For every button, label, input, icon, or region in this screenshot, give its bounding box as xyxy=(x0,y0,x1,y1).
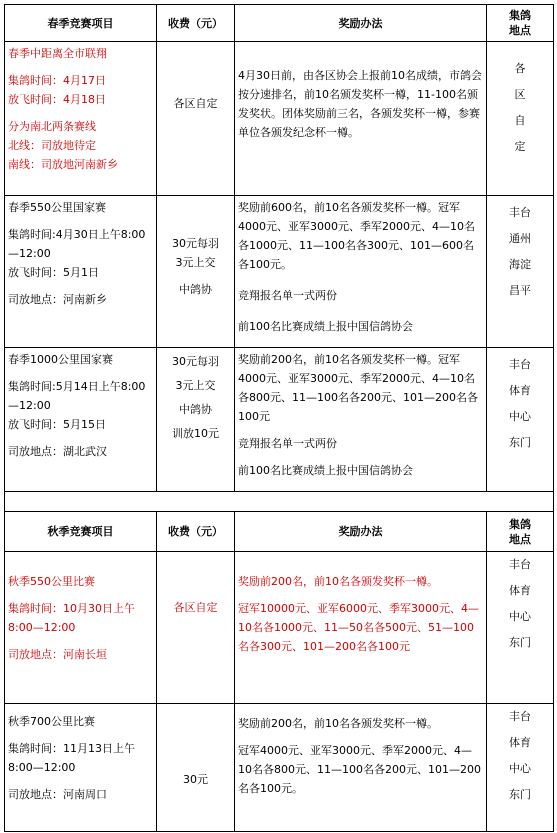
location-line: 东门 xyxy=(509,636,531,649)
fee-line: 训放10元 xyxy=(172,427,219,440)
reward-text: 冠军4000元、亚军3000元、季军2000元、4—10名各800元、11—100名各200元、101—200名各100元。 xyxy=(238,744,481,795)
release-site: 司放地点：湖北武汉 xyxy=(8,445,107,458)
location-line: 丰台 xyxy=(509,358,531,371)
location-cell xyxy=(487,348,554,492)
table-row xyxy=(5,196,554,348)
fee-cell xyxy=(157,704,235,832)
reward-note: 前100名比赛成绩上报中国信鸽协会 xyxy=(238,320,413,333)
collect-time: 集鸽时间:5月14日上午8:00—12:00 xyxy=(8,380,146,412)
location-line: 体育 xyxy=(509,736,531,749)
collect-time: 集鸽时间：10月30日上午8:00—12:00 xyxy=(8,602,135,634)
reward-cell xyxy=(235,196,487,348)
spring-header-row xyxy=(5,5,554,42)
location-line: 丰台 xyxy=(509,558,531,571)
fee-line: 中鸽协 xyxy=(179,403,212,416)
header-location: 集鸽地点 xyxy=(487,512,554,552)
item-title: 秋季700公里比赛 xyxy=(8,715,95,728)
location-line: 定 xyxy=(514,140,526,153)
header-location: 集鸽地点 xyxy=(487,5,554,42)
fee-line: 3元上交 xyxy=(175,256,216,269)
fee-line: 30元每羽 xyxy=(172,355,219,368)
fee-line: 3元上交 xyxy=(175,379,216,392)
reward-cell xyxy=(235,348,487,492)
release-time: 放飞时间：4月18日 xyxy=(8,93,106,106)
south-route: 南线：司放地河南新乡 xyxy=(8,158,118,171)
location-cell xyxy=(487,704,554,832)
release-site: 司放地点：河南新乡 xyxy=(8,293,107,306)
fee-cell xyxy=(157,196,235,348)
fee-text: 各区自定 xyxy=(173,97,218,110)
fee-line: 30元每羽 xyxy=(172,237,219,250)
location-line: 通州 xyxy=(509,232,531,245)
reward-note: 竞翔报名单一式两份 xyxy=(238,289,337,302)
release-time: 放飞时间：5月1日 xyxy=(8,266,99,279)
reward-text: 奖励前200名，前10名各颁发奖杯一樽。 xyxy=(238,717,438,730)
item-cell xyxy=(5,42,157,196)
item-title: 春季550公里国家赛 xyxy=(8,201,106,214)
table-row xyxy=(5,552,554,704)
table-row xyxy=(5,704,554,832)
location-cell xyxy=(487,196,554,348)
item-cell xyxy=(5,196,157,348)
fee-cell xyxy=(157,42,235,196)
collect-time: 集鸽时间:4月30日上午8:00—12:00 xyxy=(8,228,146,260)
header-fee: 收费（元） xyxy=(157,5,235,42)
fee-cell xyxy=(157,348,235,492)
location-line: 海淀 xyxy=(509,258,531,271)
reward-cell xyxy=(235,42,487,196)
location-line: 各 xyxy=(514,62,526,75)
location-line: 丰台 xyxy=(509,710,531,723)
location-cell xyxy=(487,42,554,196)
route-split: 分为南北两条赛线 xyxy=(8,120,96,133)
reward-cell xyxy=(235,704,487,832)
location-line: 丰台 xyxy=(509,206,531,219)
item-cell xyxy=(5,704,157,832)
release-site: 司放地点：河南周口 xyxy=(8,788,107,801)
reward-text: 4月30日前，由各区协会上报前10名成绩，市鸽会按分速排名，前10名颁发奖杯一樽，11-100名颁发奖状。团体奖励前三名，各颁发奖杯一樽，参赛单位各颁发纪念杯一樽。 xyxy=(238,69,482,139)
north-route: 北线：司放地待定 xyxy=(8,139,96,152)
reward-cell xyxy=(235,552,487,704)
collect-time: 集鸽时间：11月13日上午8:00—12:00 xyxy=(8,742,135,774)
location-line: 中心 xyxy=(509,610,531,623)
reward-note: 前100名比赛成绩上报中国信鸽协会 xyxy=(238,464,413,477)
release-time: 放飞时间：5月15日 xyxy=(8,418,106,431)
location-line: 昌平 xyxy=(509,284,531,297)
collect-time: 集鸽时间：4月17日 xyxy=(8,74,106,87)
section-spacer xyxy=(5,492,554,512)
header-reward: 奖励办法 xyxy=(235,5,487,42)
location-line: 自 xyxy=(514,114,526,127)
header-item: 春季竞赛项目 xyxy=(5,5,157,42)
fee-text: 30元 xyxy=(183,773,208,786)
reward-text: 奖励前200名，前10名各颁发奖杯一樽。冠军4000元、亚军3000元、季军2000元、4—10名各800元、11—100名各200元、101—200名各100元 xyxy=(238,353,478,423)
location-line: 东门 xyxy=(509,788,531,801)
reward-text: 冠军10000元、亚军6000元、季军3000元、4—10名各1000元、11—50名各500元、51—100名各300元、101—200名各100元 xyxy=(238,602,479,653)
item-title: 秋季550公里比赛 xyxy=(8,575,95,588)
header-item: 秋季竞赛项目 xyxy=(5,512,157,552)
header-reward: 奖励办法 xyxy=(235,512,487,552)
header-fee: 收费（元） xyxy=(157,512,235,552)
fee-text: 各区自定 xyxy=(173,601,218,614)
location-line: 体育 xyxy=(509,384,531,397)
fee-cell xyxy=(157,552,235,704)
item-title: 春季中距离全市联翔 xyxy=(8,47,107,60)
location-line: 东门 xyxy=(509,436,531,449)
location-line: 中心 xyxy=(509,410,531,423)
fee-line: 中鸽协 xyxy=(179,283,212,296)
location-line: 区 xyxy=(514,88,526,101)
location-cell xyxy=(487,552,554,704)
release-site: 司放地点：河南长垣 xyxy=(8,648,107,661)
reward-text: 奖励前200名，前10名各颁发奖杯一樽。 xyxy=(238,575,438,588)
item-cell xyxy=(5,552,157,704)
competition-schedule xyxy=(4,4,553,832)
table-row xyxy=(5,348,554,492)
item-title: 春季1000公里国家赛 xyxy=(8,353,113,366)
item-cell xyxy=(5,348,157,492)
reward-text: 奖励前600名，前10名各颁发奖杯一樽。冠军4000元、亚军3000元、季军2000元、4—10名各1000元、11—100名各300元、101—600名各100元。 xyxy=(238,201,475,271)
schedule-table xyxy=(4,4,554,832)
autumn-header-row xyxy=(5,512,554,552)
reward-note: 竞翔报名单一式两份 xyxy=(238,437,337,450)
location-line: 中心 xyxy=(509,762,531,775)
table-row xyxy=(5,42,554,196)
location-line: 体育 xyxy=(509,584,531,597)
